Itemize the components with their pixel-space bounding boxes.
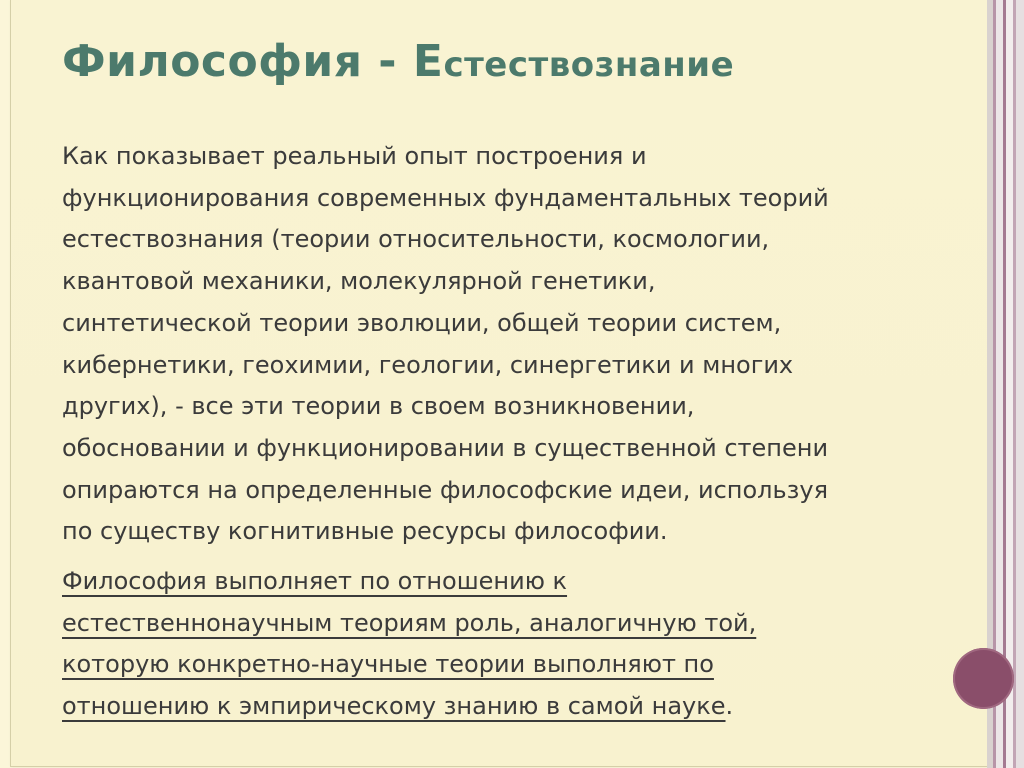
paragraph-1 (62, 136, 942, 553)
paragraph-1-line: обосновании и функционировании в существенной степени (62, 433, 829, 462)
paragraph-1-line: квантовой механики, молекулярной генетики, (62, 267, 656, 296)
decorative-circle (953, 648, 1014, 709)
paragraph-2-underlined (62, 561, 942, 728)
paragraph-2-line: Философия выполняет по отношению к (62, 567, 568, 596)
paragraph-1-line: синтетической теории эволюции, общей теории систем, (62, 308, 782, 337)
paragraph-2-last-line-wrap (62, 686, 942, 728)
paragraph-2-line: естественнонаучным теориям роль, аналогичную той, (62, 608, 757, 637)
paragraph-1-line: естествознания (теории относительности, космологии, (62, 225, 770, 254)
paragraph-1-line: по существу когнитивные ресурсы философии. (62, 517, 668, 546)
title-first-part: Философия - Е (62, 36, 444, 87)
paragraph-1-line: функционирования современных фундаментальных теорий (62, 183, 829, 212)
paragraph-1-line: других), - все эти теории в своем возникновении, (62, 392, 695, 421)
title-small-caps-part: стествознание (443, 45, 735, 85)
paragraph-1-line: кибернетики, геохимии, геологии, синергетики и многих (62, 350, 794, 379)
paragraph-2-period: . (725, 692, 734, 721)
slide-title (62, 36, 734, 87)
paragraph-1-line: опираются на определенные философские идеи, используя (62, 475, 829, 504)
paragraph-1-line: Как показывает реальный опыт построения и (62, 142, 647, 170)
paragraph-2-line: отношению к эмпирическому знанию в самой науке (62, 692, 726, 721)
paragraph-2-line: которую конкретно-научные теории выполняют по (62, 650, 714, 679)
slide-body (62, 136, 942, 728)
